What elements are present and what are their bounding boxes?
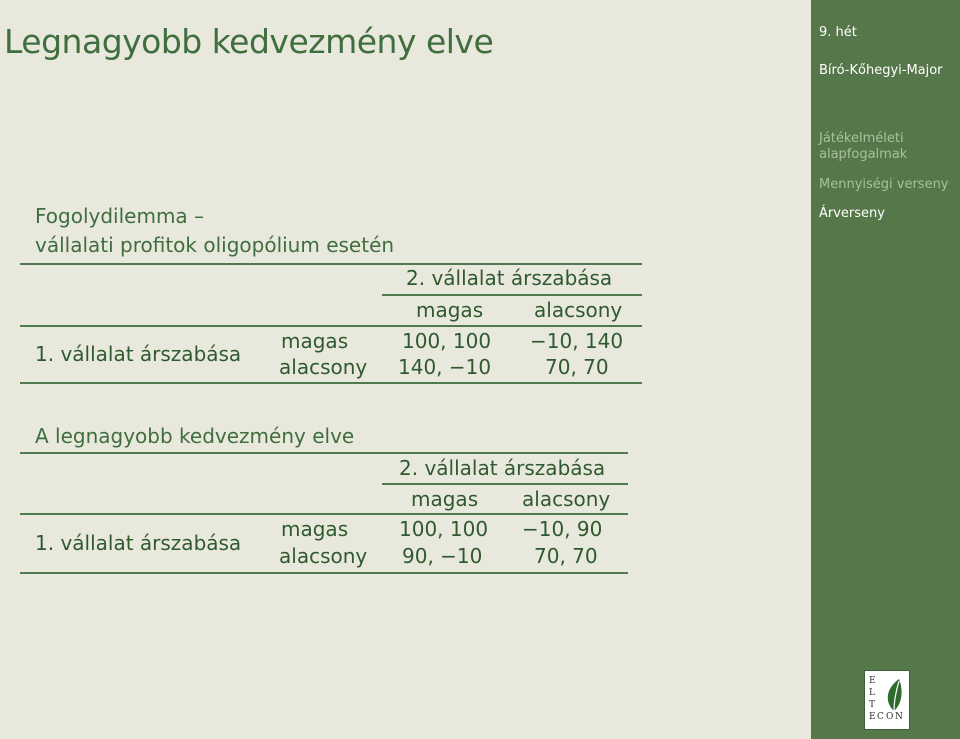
table2-mid-rule	[20, 513, 628, 515]
table2-col-rule	[382, 483, 628, 485]
sidebar-week[interactable]: 9. hét	[819, 25, 857, 40]
table2-row-label-magas: magas	[281, 517, 349, 541]
table1-row-label-alacsony: alacsony	[279, 355, 368, 379]
table2-col-header: 2. vállalat árszabása	[399, 456, 606, 480]
sidebar-item-mennyisegi-verseny[interactable]: Mennyiségi verseny	[819, 177, 949, 192]
slide-title: Legnagyobb kedvezmény elve	[4, 22, 494, 61]
logo-letter: N	[895, 712, 903, 722]
logo-letter: E	[869, 712, 876, 722]
table1-col-label-magas: magas	[416, 298, 484, 322]
table1-cell: −10, 140	[530, 329, 624, 353]
logo-letter: L	[869, 688, 875, 698]
table1-row-label-magas: magas	[281, 329, 349, 353]
table1-col-rule	[382, 294, 642, 296]
sidebar-item-jatekelmeleti[interactable]: Játékelméleti	[819, 131, 904, 146]
sidebar	[811, 0, 960, 739]
logo-letter: O	[886, 712, 894, 722]
table1-mid-rule	[20, 325, 642, 327]
table2-cell: 90, −10	[402, 544, 483, 568]
table1-col-label-alacsony: alacsony	[534, 298, 623, 322]
table2-bottom-rule	[20, 572, 628, 574]
table1-top-rule	[20, 263, 642, 265]
table1-cell: 140, −10	[398, 355, 492, 379]
table1-bottom-rule	[20, 382, 642, 384]
sidebar-item-arverseny[interactable]: Árverseny	[819, 206, 885, 221]
table2-top-rule	[20, 452, 628, 454]
table2-cell: 100, 100	[399, 517, 489, 541]
leaf-icon	[883, 677, 905, 713]
table2-col-label-alacsony: alacsony	[522, 487, 611, 511]
table2-cell: 70, 70	[534, 544, 598, 568]
table1-cell: 100, 100	[402, 329, 492, 353]
table2-row-header: 1. vállalat árszabása	[35, 531, 242, 555]
logo-letter: T	[869, 700, 876, 710]
table1-cell: 70, 70	[545, 355, 609, 379]
block2-heading: A legnagyobb kedvezmény elve	[35, 424, 355, 448]
table2-row-label-alacsony: alacsony	[279, 544, 368, 568]
table1-col-header: 2. vállalat árszabása	[406, 266, 613, 290]
block1-heading-line2: vállalati profitok oligopólium esetén	[35, 233, 395, 257]
elte-econ-logo	[864, 670, 910, 730]
sidebar-item-alapfogalmak[interactable]: alapfogalmak	[819, 147, 908, 162]
sidebar-authors[interactable]: Bíró-Kőhegyi-Major	[819, 63, 943, 78]
table2-cell: −10, 90	[522, 517, 603, 541]
table1-row-header: 1. vállalat árszabása	[35, 342, 242, 366]
table2-col-label-magas: magas	[411, 487, 479, 511]
block1-heading-line1: Fogolydilemma –	[35, 204, 205, 228]
logo-letter: C	[877, 712, 884, 722]
logo-letter: E	[869, 676, 876, 686]
